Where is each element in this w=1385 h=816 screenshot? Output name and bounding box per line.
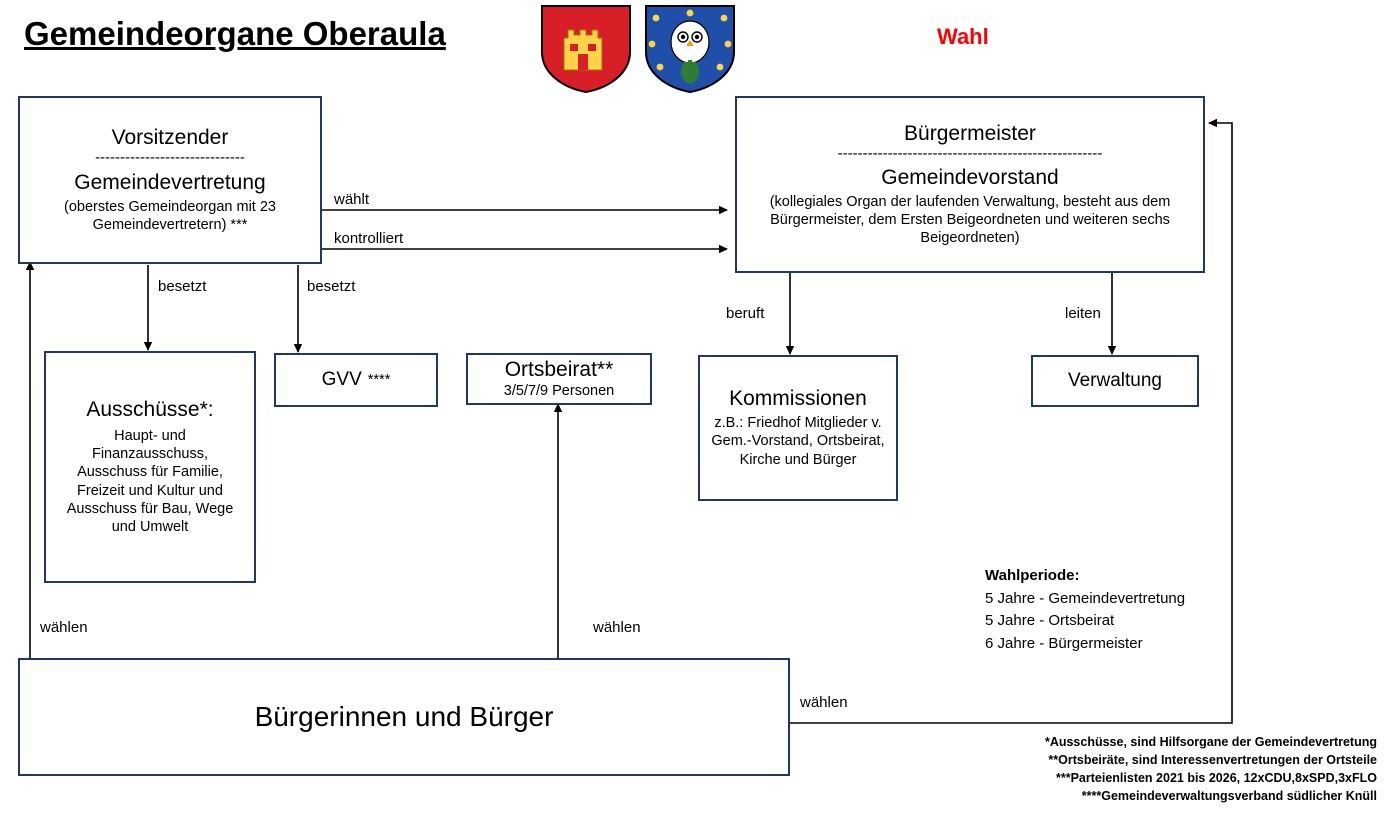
gemeindevertretung-vorsitzender: Vorsitzender <box>111 126 229 150</box>
wahlperiode-item: 5 Jahre - Ortsbeirat <box>985 612 1115 629</box>
buerger-title: Bürgerinnen und Bürger <box>254 701 554 732</box>
edge-label-waehlen-buergermeister: wählen <box>800 694 848 711</box>
box-gemeindevertretung[interactable] <box>18 96 322 264</box>
ortsbeirat-title: Ortsbeirat** <box>504 357 614 381</box>
box-gvv[interactable] <box>274 353 438 407</box>
kommissionen-title: Kommissionen <box>729 387 867 411</box>
footnote-item: ***Parteienlisten 2021 bis 2026, 12xCDU,8xSPD,3xFLO <box>1056 771 1377 786</box>
box-ortsbeirat[interactable] <box>466 353 652 405</box>
edge-label-kontrolliert: kontrolliert <box>334 230 404 247</box>
edge-label-leiten: leiten <box>1065 305 1101 322</box>
box-buergerinnen-und-buerger[interactable] <box>18 658 790 776</box>
box-verwaltung[interactable] <box>1031 355 1199 407</box>
gemeindevorstand-buergermeister: Bürgermeister <box>904 121 1036 145</box>
edge-label-besetzt-ausschuesse: besetzt <box>158 278 207 295</box>
wahlperiode-item: 6 Jahre - Bürgermeister <box>985 634 1143 652</box>
coat-of-arms-red-castle-icon <box>540 4 632 94</box>
edge-label-waehlen-gemeindevertretung: wählen <box>40 619 88 636</box>
wahlperiode-item: 5 Jahre - Gemeindevertretung <box>985 589 1186 607</box>
footnotes-block <box>1045 733 1377 806</box>
verwaltung-title: Verwaltung <box>1067 370 1162 391</box>
gemeindevorstand-divider: ----------------------------------------------------- <box>837 144 1103 162</box>
page-title: Gemeindeorgane Oberaula <box>24 15 446 52</box>
edge-label-waehlen-ortsbeirat: wählen <box>593 619 641 636</box>
ausschuesse-detail: Haupt- und Finanzausschuss, Ausschuss für Familie, Freizeit und Kultur und Ausschuss für Bau, Wege und Umwelt <box>66 428 234 535</box>
edge-label-waehlt: wählt <box>334 191 370 208</box>
wahlperiode-heading: Wahlperiode: <box>985 567 1080 584</box>
wahl-label: Wahl <box>937 24 989 49</box>
gemeindevorstand-name: Gemeindevorstand <box>881 166 1059 190</box>
coat-of-arms-blue-owl-icon <box>644 4 736 94</box>
box-gemeindevorstand[interactable] <box>735 96 1205 273</box>
box-kommissionen[interactable] <box>698 355 898 501</box>
box-ausschuesse[interactable] <box>44 351 256 583</box>
gemeindevorstand-detail: (kollegiales Organ der laufenden Verwaltung, besteht aus dem Bürgermeister, dem Ersten Beigeordneten und weiteren sechs Beigeordneten) <box>769 194 1171 247</box>
gemeindevertretung-detail: (oberstes Gemeindeorgan mit 23 Gemeindevertretern) *** <box>64 198 276 233</box>
ortsbeirat-detail: 3/5/7/9 Personen <box>503 382 615 399</box>
gvv-title: GVV <box>321 369 362 390</box>
gvv-footnote-marker: **** <box>367 371 391 388</box>
edge-label-besetzt-gvv: besetzt <box>307 278 356 295</box>
gemeindevertretung-name: Gemeindevertretung <box>74 170 266 194</box>
footnote-item: **Ortsbeiräte, sind Interessenvertretungen der Ortsteile <box>1048 753 1377 768</box>
footnote-item: *Ausschüsse, sind Hilfsorgane der Gemeindevertretung <box>1044 735 1377 749</box>
footnote-item: ****Gemeindeverwaltungsverband südlicher Knüll <box>1081 789 1377 804</box>
gemeindevertretung-divider: ------------------------------ <box>95 149 245 167</box>
kommissionen-detail: z.B.: Friedhof Mitglieder v. Gem.-Vorstand, Ortsbeirat, Kirche und Bürger <box>711 415 885 468</box>
ausschuesse-title: Ausschüsse*: <box>86 398 214 422</box>
wahlperiode-block <box>985 565 1185 655</box>
edge-label-beruft: beruft <box>726 305 765 322</box>
